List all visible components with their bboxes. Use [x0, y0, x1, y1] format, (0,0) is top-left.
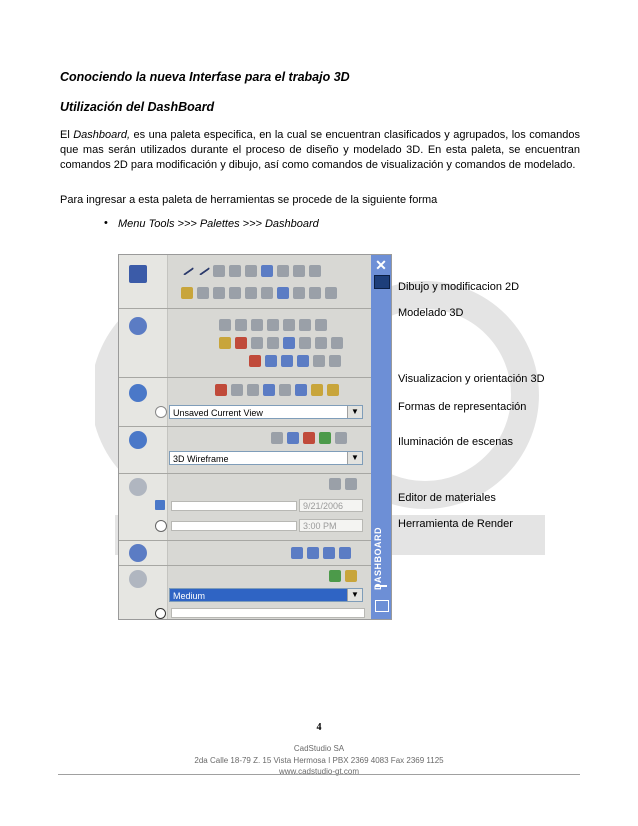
page-number: 4 — [316, 722, 322, 733]
move-icon[interactable] — [261, 287, 273, 299]
copy-icon[interactable] — [197, 287, 209, 299]
render-button-icon[interactable] — [329, 570, 341, 582]
clock-icon — [155, 520, 167, 532]
thicken-icon[interactable] — [315, 337, 327, 349]
circle-icon[interactable] — [261, 265, 273, 277]
render-settings-icon[interactable] — [345, 570, 357, 582]
texture-icon[interactable] — [339, 547, 351, 559]
panel-3d-navigation — [119, 377, 371, 426]
date-field[interactable]: 9/21/2006 — [299, 499, 363, 512]
pan-icon[interactable] — [247, 384, 259, 396]
auto-hide-icon[interactable] — [374, 275, 390, 289]
navigation-3d-icon — [129, 384, 147, 402]
ellipse-icon[interactable] — [309, 265, 321, 277]
intro-prefix: El — [60, 129, 74, 141]
torus-icon[interactable] — [315, 319, 327, 331]
perspective-icon[interactable] — [311, 384, 323, 396]
section-heading: Utilización del DashBoard — [60, 100, 215, 114]
time-slider[interactable] — [171, 521, 297, 531]
subtract-icon[interactable] — [281, 355, 293, 367]
edge-style-icon[interactable] — [335, 432, 347, 444]
label-visual-styles: Formas de representación — [398, 401, 527, 413]
line-icon[interactable] — [180, 262, 194, 275]
render-slider[interactable] — [171, 608, 365, 618]
page-heading: Conociendo la nueva Interfase para el trabajo 3D — [60, 70, 350, 84]
render-quality-value: Medium — [173, 591, 206, 601]
navigation-row — [215, 384, 339, 396]
presspull-icon[interactable] — [235, 337, 247, 349]
offset-icon[interactable] — [229, 287, 241, 299]
polygon-icon[interactable] — [213, 265, 225, 277]
chevron-down-icon[interactable]: ▼ — [347, 452, 362, 464]
wedge-icon[interactable] — [251, 319, 263, 331]
panel-materials — [119, 540, 371, 565]
edit-icon[interactable] — [249, 355, 261, 367]
panel-2d-draw — [119, 255, 371, 307]
sweep-icon[interactable] — [251, 337, 263, 349]
materials-window-icon[interactable] — [291, 547, 303, 559]
draw-tools-row — [181, 265, 321, 277]
footer-divider — [58, 774, 580, 775]
materials-icon — [129, 544, 147, 562]
spot-light-icon[interactable] — [345, 478, 357, 490]
close-icon[interactable]: ✕ — [375, 257, 387, 273]
bullet-icon: • — [104, 217, 108, 229]
label-lighting: Iluminación de escenas — [398, 436, 513, 448]
solids-row — [219, 319, 327, 331]
stretch-icon[interactable] — [309, 287, 321, 299]
apply-material-icon[interactable] — [307, 547, 319, 559]
visual-style-value: 3D Wireframe — [173, 454, 229, 464]
cloud-icon[interactable] — [277, 265, 289, 277]
realistic-style-icon[interactable] — [287, 432, 299, 444]
revolve-icon[interactable] — [267, 337, 279, 349]
sphere-icon[interactable] — [283, 319, 295, 331]
mirror-icon[interactable] — [213, 287, 225, 299]
walk-icon[interactable] — [279, 384, 291, 396]
erase-icon[interactable] — [181, 287, 193, 299]
arc-icon[interactable] — [245, 265, 257, 277]
menu-path-text: Menu Tools >>> Palettes >>> Dashboard — [118, 218, 319, 230]
panel-3d-modeling — [119, 308, 371, 377]
zoom-icon[interactable] — [231, 384, 243, 396]
panel-render — [119, 565, 371, 620]
parallel-icon[interactable] — [327, 384, 339, 396]
imprint-icon[interactable] — [329, 355, 341, 367]
close-circle-icon — [155, 608, 166, 619]
section-plane-icon[interactable] — [331, 337, 343, 349]
lighting-icon — [129, 478, 147, 496]
intersect-icon[interactable] — [297, 355, 309, 367]
render-tools-row — [329, 570, 357, 582]
rotate-icon[interactable] — [277, 287, 289, 299]
extrude-icon[interactable] — [219, 337, 231, 349]
calendar-icon — [155, 500, 165, 510]
view-select[interactable] — [169, 405, 363, 419]
palette-title-bar — [371, 255, 391, 619]
visual-style-select[interactable] — [169, 451, 363, 465]
view-select-value: Unsaved Current View — [173, 408, 263, 418]
materials-row — [291, 547, 351, 559]
visual-styles-row — [271, 432, 347, 444]
menu-path-bullet — [104, 217, 319, 230]
instruction-paragraph: Para ingresar a esta paleta de herramientas se procede de la siguiente forma — [60, 194, 438, 206]
panel-visual-styles — [119, 426, 371, 473]
menu-icon[interactable] — [375, 600, 389, 612]
interfere-icon[interactable] — [313, 355, 325, 367]
union-icon[interactable] — [265, 355, 277, 367]
array-icon[interactable] — [245, 287, 257, 299]
conceptual-style-icon[interactable] — [303, 432, 315, 444]
properties-icon[interactable] — [375, 585, 387, 595]
point-light-icon[interactable] — [329, 478, 341, 490]
intro-paragraph — [60, 128, 580, 173]
dashboard-term: Dashboard, — [73, 129, 131, 141]
spline-icon[interactable] — [293, 265, 305, 277]
date-slider[interactable] — [171, 501, 297, 511]
intro-rest: es una paleta especifica, en la cual se encuentran clasificados y agrupados, los comandos que mas serán utilizados durante el proceso de diseño y modelado 3D. En esta paleta, se encuentran comandos 2D para modificación y dibujo, así como comandos de visualización y comandos de modelado. — [60, 129, 580, 171]
label-materials: Editor de materiales — [398, 492, 496, 504]
time-field[interactable]: 3:00 PM — [299, 519, 363, 532]
light-tools-row — [329, 478, 357, 490]
cylinder-icon[interactable] — [235, 319, 247, 331]
loft-icon[interactable] — [283, 337, 295, 349]
material-map-icon[interactable] — [323, 547, 335, 559]
view-icon — [155, 406, 167, 418]
palette-title: DASHBOARD — [373, 527, 383, 590]
label-3d-modeling: Modelado 3D — [398, 307, 464, 319]
fly-icon[interactable] — [295, 384, 307, 396]
label-render: Herramienta de Render — [398, 518, 513, 530]
face-style-icon[interactable] — [319, 432, 331, 444]
scale-icon[interactable] — [293, 287, 305, 299]
box-icon[interactable] — [219, 319, 231, 331]
footer-address: 2da Calle 18-79 Z. 15 Vista Hermosa I PBX 2369 4083 Fax 2369 1125 — [194, 756, 444, 765]
panel-lighting — [119, 473, 371, 540]
modeling-3d-icon — [129, 317, 147, 335]
modify-tools-row — [181, 287, 337, 299]
slice-icon[interactable] — [299, 337, 311, 349]
cone-icon[interactable] — [267, 319, 279, 331]
footer-company: CadStudio SA — [293, 744, 345, 753]
camera-icon[interactable] — [263, 384, 275, 396]
visual-styles-icon — [129, 431, 147, 449]
boolean-row — [249, 355, 341, 367]
chevron-down-icon[interactable]: ▼ — [347, 406, 362, 418]
render-icon — [129, 570, 147, 588]
chevron-down-icon[interactable]: ▼ — [347, 589, 362, 601]
draw-2d-icon — [129, 265, 147, 283]
footer-website: www.cadstudio-gt.com — [278, 767, 360, 776]
modeling-ops-row — [219, 337, 343, 349]
pyramid-icon[interactable] — [299, 319, 311, 331]
label-2d-draw: Dibujo y modificacion 2D — [398, 281, 520, 293]
label-3d-visualization: Visualizacion y orientación 3D — [398, 373, 545, 385]
render-quality-select[interactable] — [169, 588, 363, 602]
trim-icon[interactable] — [325, 287, 337, 299]
dashboard-palette — [118, 254, 392, 620]
wireframe-style-icon[interactable] — [271, 432, 283, 444]
rectangle-icon[interactable] — [229, 265, 241, 277]
polyline-icon[interactable] — [196, 262, 210, 275]
orbit-icon[interactable] — [215, 384, 227, 396]
